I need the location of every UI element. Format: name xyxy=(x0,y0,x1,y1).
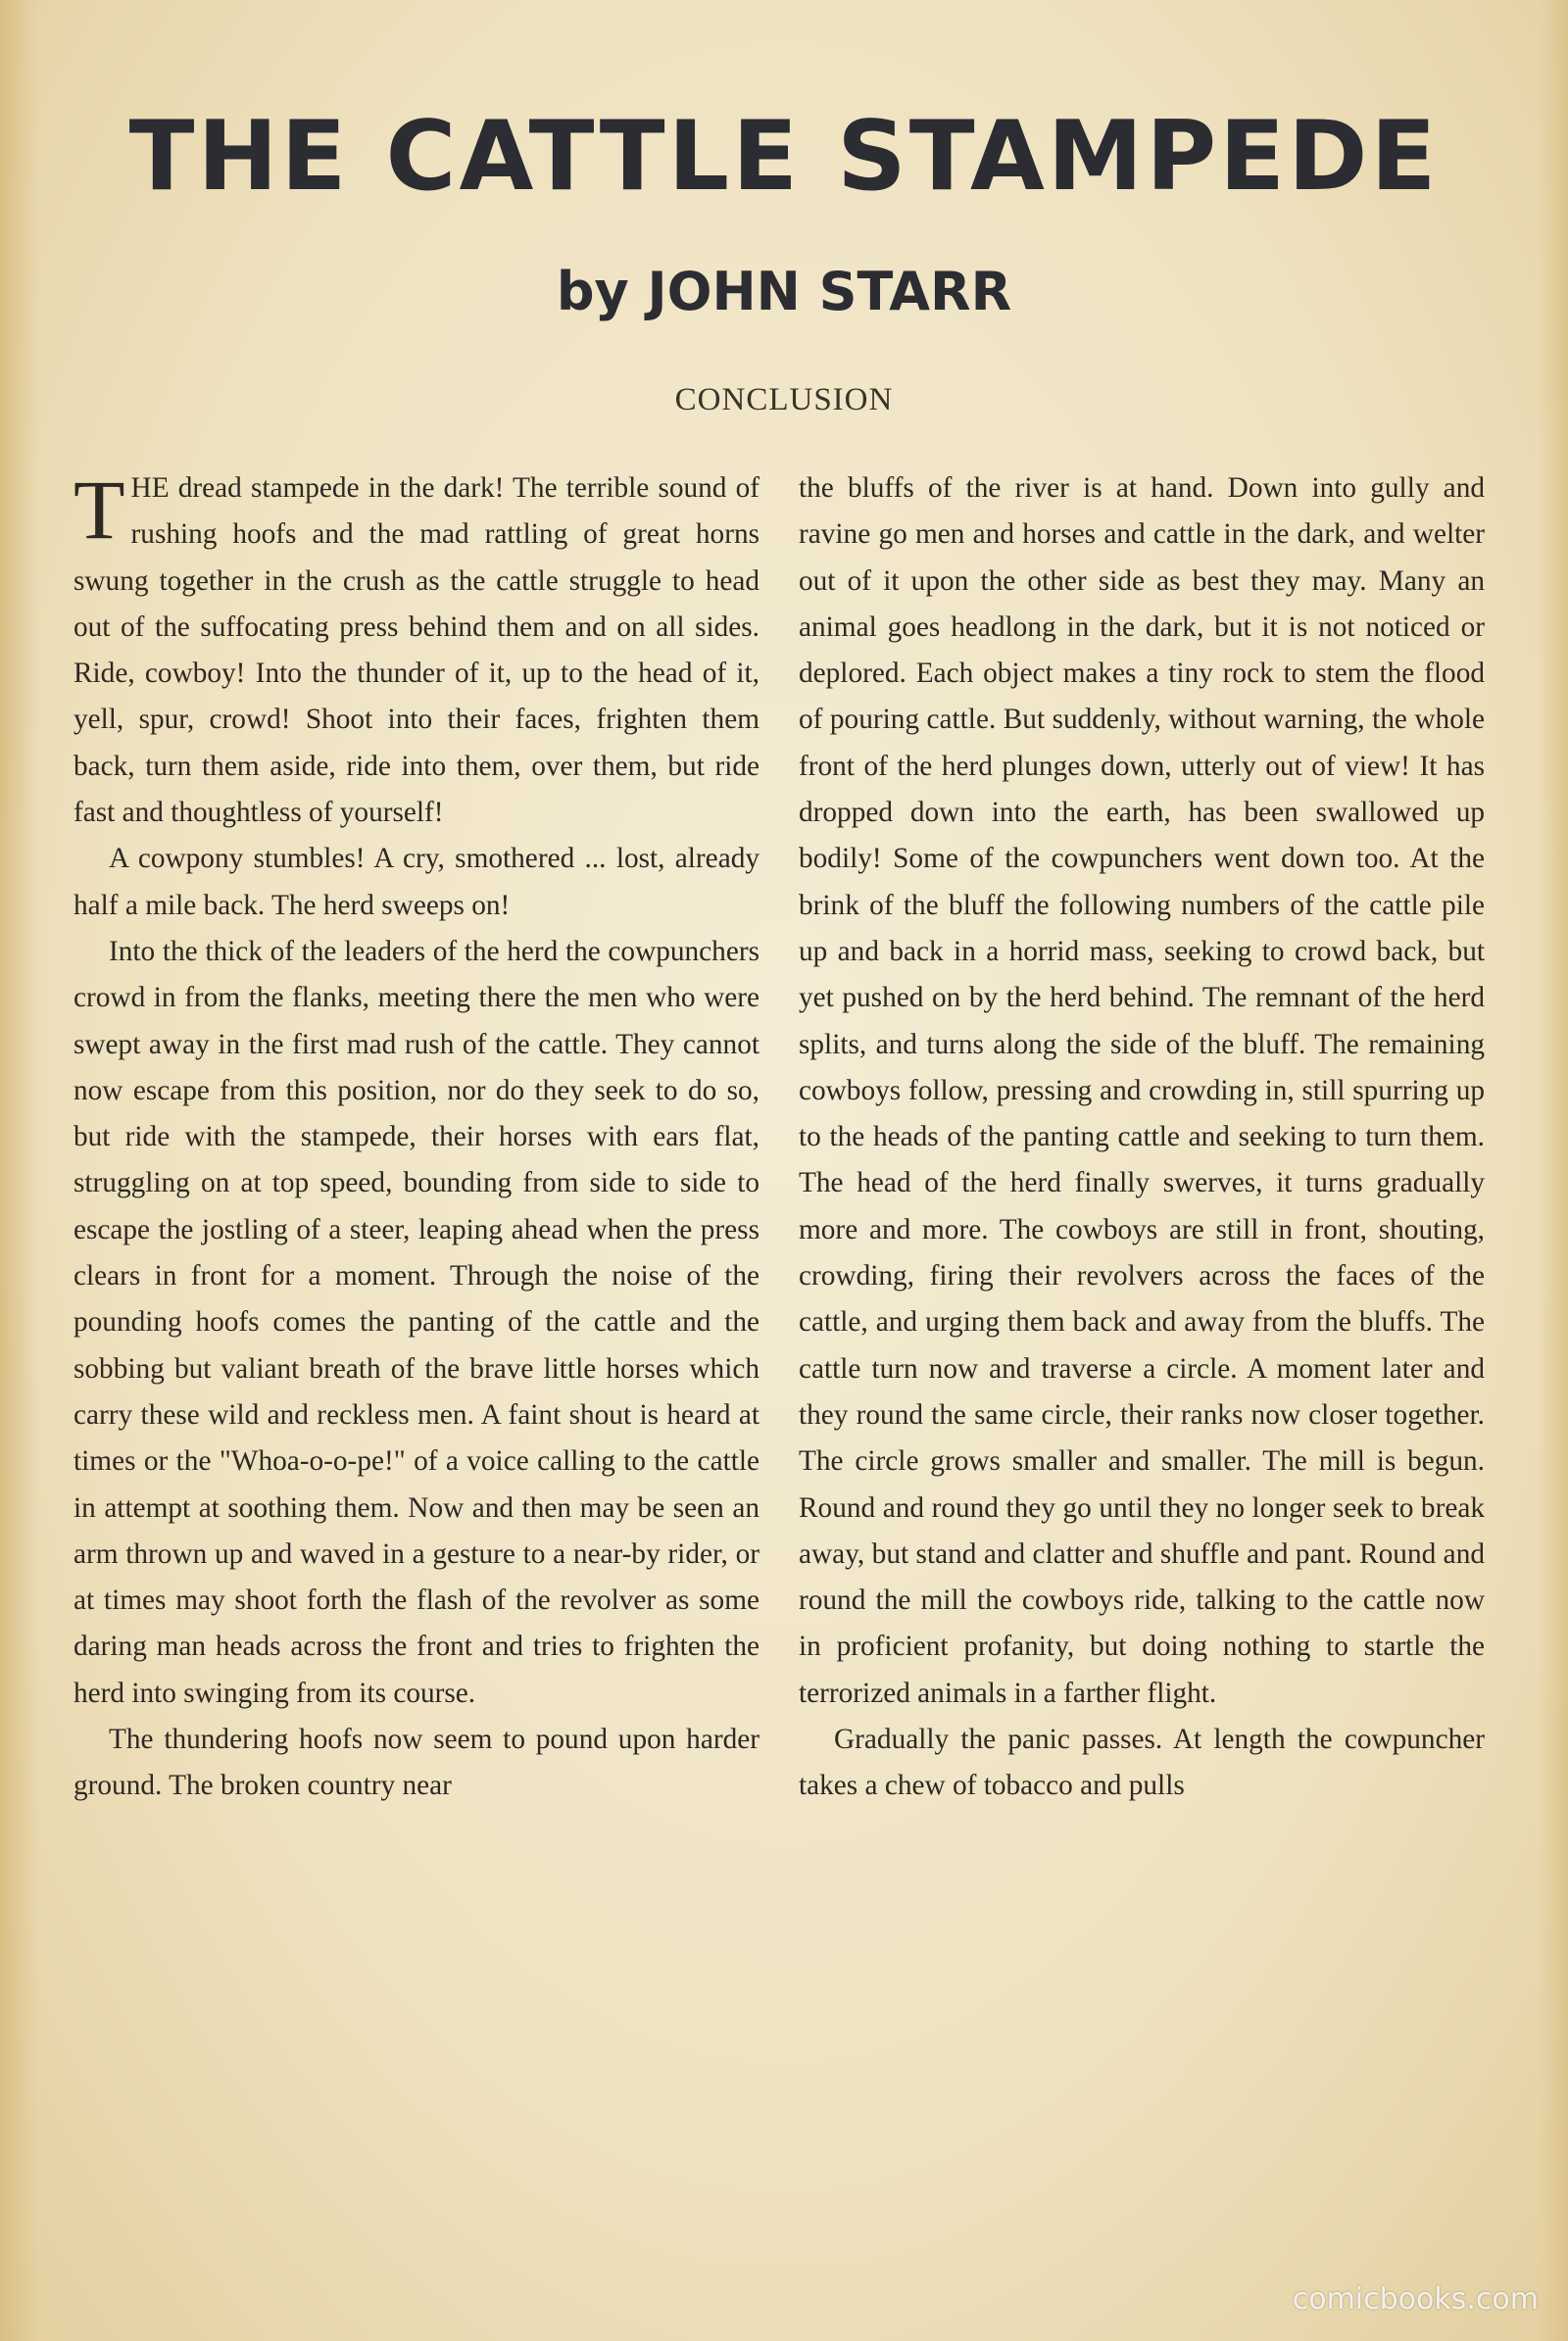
right-paragraph-1: the bluffs of the river is at hand. Down into gully and ravine go men and horses and cattle in the dark, and welter out of it upon the other side as best they may. Many an animal goes headlong in the dark, but it is not noticed or deplored. Each object makes a tiny rock to stem the flood of pouring cattle. But suddenly, without warning, the whole front of the herd plunges down, utterly out of view! It has dropped down into the earth, has been swallowed up bodily! Some of the cowpunchers went down too. At the brink of the bluff the following numbers of the cattle pile up and back in a horrid mass, seeking to crowd back, but yet pushed on by the herd behind. The remnant of the herd splits, and turns along the side of the bluff. The remaining cowboys follow, pressing and crowding in, still spurring up to the heads of the panting cattle and seeking to turn them. The head of the herd finally swerves, it turns gradually more and more. The cowboys are still in front, shouting, crowding, firing their revolvers across the faces of the cattle, and urging them back and away from the bluffs. The cattle turn now and traverse a circle. A moment later and they round the same circle, their ranks now closer together. The circle grows smaller and smaller. The mill is begun. Round and round they go until they no longer seek to break away, but stand and clatter and shuffle and pant. Round and round the mill the cowboys ride, talking to the cattle now in proficient profanity, but doing nothing to startle the terrorized animals in a farther flight. xyxy=(799,472,1485,1709)
watermark: comicbooks.com xyxy=(1292,2282,1539,2317)
left-paragraph-3: Into the thick of the leaders of the herd the cowpunchers crowd in from the flanks, meeting there the men who were swept away in the first mad rush of the cattle. They cannot now escape from this position, nor do they seek to do so, but ride with the stampede, their horses with ears flat, struggling on at top speed, bounding from side to side to escape the jostling of a steer, leaping ahead when the press clears in front for a moment. Through the noise of the pounding hoofs comes the panting of the cattle and the sobbing but valiant breath of the brave little horses which carry these wild and reckless men. A faint shout is heard at times or the "Whoa-o-o-pe!" of a voice calling to the cattle in attempt at soothing them. Now and then may be seen an arm thrown up and waved in a gesture to a near-by rider, or at times may shoot forth the flash of the revolver as some daring man heads across the front and tries to frighten the herd into swinging from its course. xyxy=(74,935,760,1709)
page-edge-right xyxy=(1539,0,1568,2341)
article-title: THE CATTLE STAMPEDE xyxy=(128,101,1440,213)
page-edge-left xyxy=(0,0,39,2341)
right-column xyxy=(799,465,1485,1810)
article-subhead: CONCLUSION xyxy=(674,382,894,417)
left-paragraph-1 xyxy=(74,465,760,836)
article-byline: by JOHN STARR xyxy=(556,261,1012,322)
right-paragraph-2: Gradually the panic passes. At length the cowpuncher takes a chew of tobacco and pulls xyxy=(799,1724,1485,1802)
left-paragraph-2: A cowpony stumbles! A cry, smothered ... lost, already half a mile back. The herd sweeps on! xyxy=(74,843,760,921)
left-paragraph-1-text: HE dread stampede in the dark! The terrible sound of rushing hoofs and the mad rattling of great horns swung together in the crush as the cattle struggle to head out of the suffocating press behind them and on all sides. Ride, cowboy! Into the thunder of it, up to the head of it, yell, spur, crowd! Shoot into their faces, frighten them back, turn them aside, ride into them, over them, but ride fast and thoughtless of yourself! xyxy=(74,472,760,829)
drop-cap: T xyxy=(74,463,125,557)
left-column xyxy=(74,465,760,1810)
left-paragraph-4: The thundering hoofs now seem to pound upon harder ground. The broken country near xyxy=(74,1724,760,1802)
